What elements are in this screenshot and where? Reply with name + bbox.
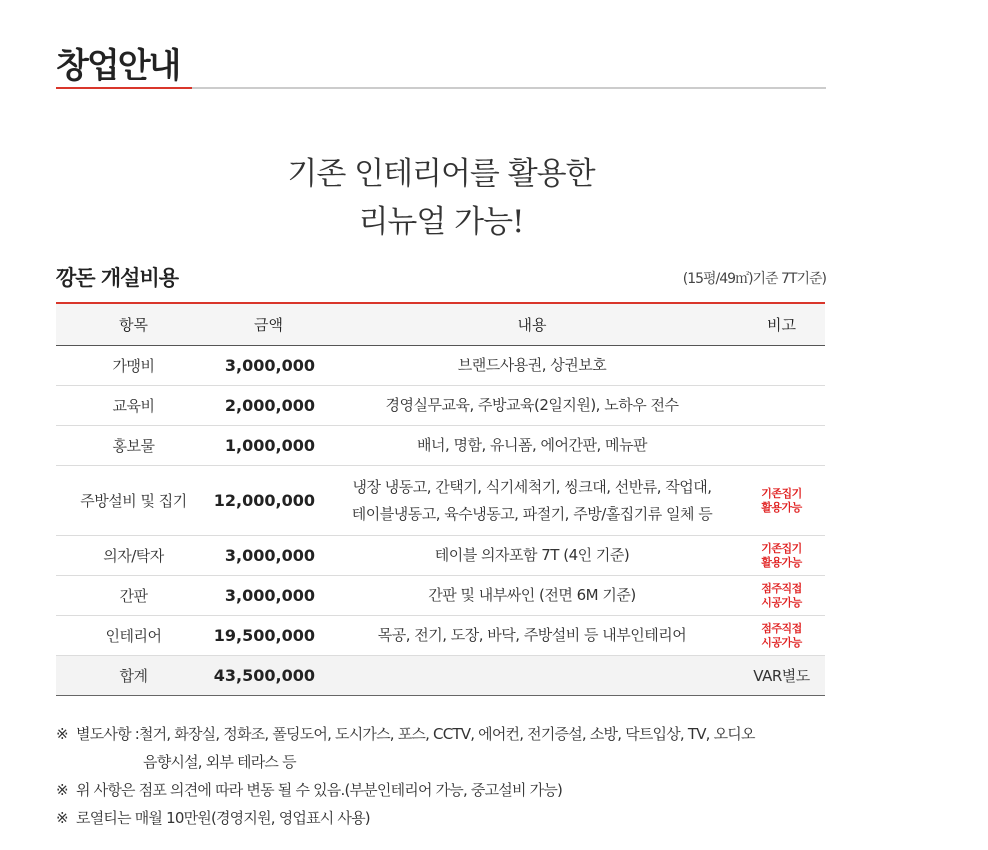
row-note: [738, 386, 825, 426]
footnote-text: 로열티는 매월 10만원(경영지원, 영업표시 사용): [76, 809, 370, 827]
row-content: [326, 536, 738, 576]
hero-headline: [56, 150, 826, 246]
row-content: [326, 346, 738, 386]
row-amount: 1,000,000: [211, 426, 326, 466]
row-note-line: 활용가능: [761, 555, 802, 569]
row-note: [738, 616, 825, 656]
footnotes: [56, 720, 856, 832]
footnote-royalty: [56, 804, 856, 832]
row-note: [738, 466, 825, 536]
row-content-line: 브랜드사용권, 상권보호: [457, 356, 607, 374]
row-item: 주방설비 및 집기: [56, 466, 211, 536]
reference-mark: ※: [56, 809, 68, 827]
row-content-line: 경영실무교육, 주방교육(2일지원), 노하우 전수: [385, 396, 679, 414]
footnote-text: 위 사항은 점포 의견에 따라 변동 될 수 있음.(부분인테리어 가능, 중고설비 가능): [76, 781, 563, 799]
table-row: [56, 536, 825, 576]
table-row: [56, 616, 825, 656]
table-row: [56, 426, 825, 466]
row-content: [326, 386, 738, 426]
table-row: [56, 466, 825, 536]
row-item: 인테리어: [56, 616, 211, 656]
total-label: 합계: [56, 656, 211, 696]
header-amount: 금액: [211, 303, 326, 346]
reference-mark: ※: [56, 781, 68, 799]
row-item: 의자/탁자: [56, 536, 211, 576]
row-content-line: 배너, 명함, 유니폼, 에어간판, 메뉴판: [416, 436, 647, 454]
row-item: 가맹비: [56, 346, 211, 386]
table-row: [56, 346, 825, 386]
row-note-line: 시공가능: [761, 595, 802, 609]
row-content: [326, 616, 738, 656]
cost-table: [56, 302, 825, 696]
row-note: [738, 576, 825, 616]
row-amount: 3,000,000: [211, 576, 326, 616]
row-amount: 2,000,000: [211, 386, 326, 426]
hero-line-2: 리뉴얼 가능!: [358, 204, 524, 240]
row-note-line: 기존집기: [761, 541, 802, 555]
row-content-line: 테이블 의자포함 7T (4인 기준): [434, 546, 630, 564]
footnote-text: 음향시설, 외부 테라스 등: [143, 753, 296, 771]
row-amount: 19,500,000: [211, 616, 326, 656]
page-title: 창업안내: [56, 46, 180, 86]
footnote-text: 철거, 화장실, 정화조, 폴딩도어, 도시가스, 포스, CCTV, 에어컨, 전기증설, 소방, 닥트입상, TV, 오디오: [138, 725, 755, 743]
total-row: [56, 656, 825, 696]
header-content: 내용: [326, 303, 738, 346]
total-amount: 43,500,000: [211, 656, 326, 696]
row-content-line: 간판 및 내부싸인 (전면 6M 기준): [428, 586, 636, 604]
reference-mark: ※: [56, 725, 68, 743]
row-content: [326, 466, 738, 536]
footnote-continuation: [56, 748, 856, 776]
section-basis-note: (15평/49㎡)기준 7T기준): [682, 271, 826, 287]
table-header-row: [56, 303, 825, 346]
row-content-line: 목공, 전기, 도장, 바닥, 주방설비 등 내부인테리어: [377, 626, 687, 644]
row-content-line: 냉장 냉동고, 간택기, 식기세척기, 씽크대, 선반류, 작업대,: [352, 477, 712, 496]
row-note-line: 활용가능: [761, 500, 802, 514]
row-item: 간판: [56, 576, 211, 616]
footnote-extra-items: [56, 720, 856, 748]
row-amount: 12,000,000: [211, 466, 326, 536]
row-note: [738, 426, 825, 466]
section-title: 깡돈 개설비용: [56, 266, 179, 290]
footnote-change-notice: [56, 776, 856, 804]
row-note-line: 점주직접: [761, 621, 802, 635]
hero-line-1: 기존 인테리어를 활용한: [287, 156, 595, 192]
row-amount: 3,000,000: [211, 536, 326, 576]
table-row: [56, 576, 825, 616]
total-content: [326, 656, 738, 696]
row-note-line: 점주직접: [761, 581, 802, 595]
header-note: 비고: [738, 303, 825, 346]
row-item: 홍보물: [56, 426, 211, 466]
row-content: [326, 576, 738, 616]
row-content-line: 테이블냉동고, 육수냉동고, 파절기, 주방/홀집기류 일체 등: [351, 504, 713, 523]
row-amount: 3,000,000: [211, 346, 326, 386]
row-note: [738, 536, 825, 576]
row-note: [738, 346, 825, 386]
table-row: [56, 386, 825, 426]
header-item: 항목: [56, 303, 211, 346]
row-item: 교육비: [56, 386, 211, 426]
title-divider-accent: [56, 87, 192, 89]
total-note: VAR별도: [738, 656, 825, 696]
title-divider: [56, 87, 826, 89]
row-content: [326, 426, 738, 466]
footnote-label: 별도사항 :: [76, 725, 139, 743]
row-note-line: 시공가능: [761, 635, 802, 649]
row-note-line: 기존집기: [761, 486, 802, 500]
